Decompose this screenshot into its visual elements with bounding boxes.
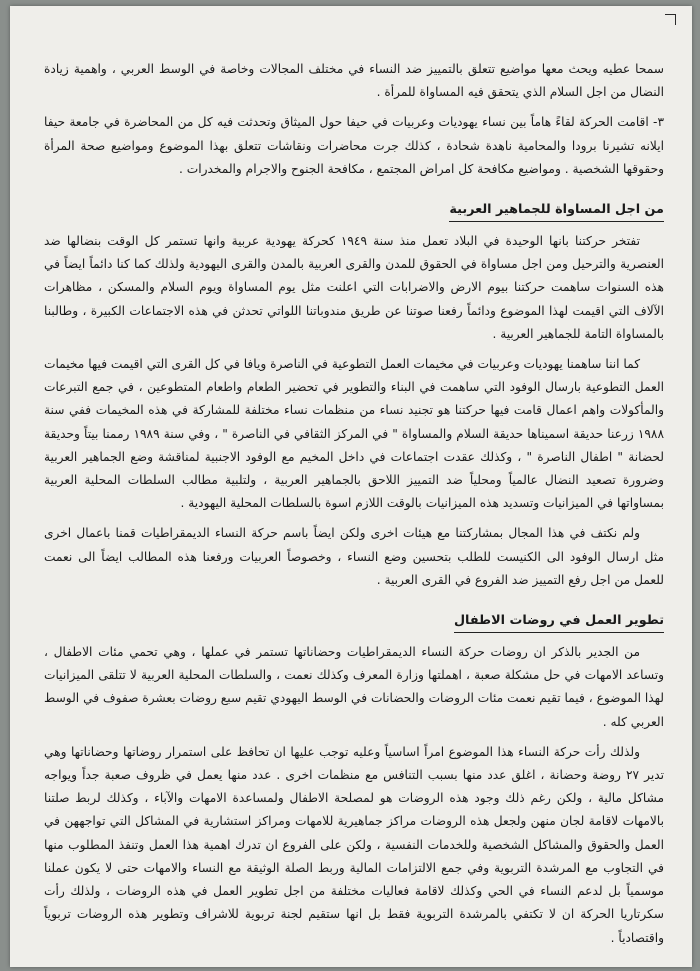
section-heading-kindergartens: تطوير العمل في روضات الاطفال [454,611,664,633]
equality-paragraph-3: ولم نكتف في هذا المجال بمشاركتنا مع هيئات اخرى ولكن ايضاً باسم حركة النساء الديمقراطيات قمنا باعمال اخرى مثل ارسال الوفود الى الكنيست للطلب بتحسين وضع النساء ، وخصوصاً العربيات ورفعنا هذه المطالب ايضاً الى نعمت للعمل من اجل رفع التمييز ضد الفروع في القرى العربية . [44,526,664,587]
kindergartens-paragraph-1: من الجدير بالذكر ان روضات حركة النساء الديمقراطيات وحضاناتها تستمر في عملها ، وهي تحمي مئات الاطفال ، وتساعد الامهات في حل مشكلة صعبة ، اهملتها وزارة المعرف وكذلك نعمت ، والسلطات المحلية العربية لا تتلقى الميزانيات لهذا الموضوع ، فيما تقيم نعمت مئات الروضات والحضانات في الوسط اليهودي تقيم سبع روضات بعشرة صفوف في الوسط العربي كله . [44,645,664,729]
item-3-paragraph: ٣- اقامت الحركة لقاءً هاماً بين نساء يهوديات وعربيات في حيفا حول الميثاق وتحدثت فيه كل من المحاضرة في جامعة حيفا ايلانه تشيرنا برودا والمحامية ناهدة شحادة ، كذلك جرت محاضرات ونقاشات تتعلق بهذا الموضوع ومواضيع صحة المرأة وحقوقها الشخصية . ومواضيع مكافحة كل امراض المجتمع ، مكافحة الجنوح والاجرام والمخدرات . [44,115,664,176]
intro-paragraph: سمحا عطيه ويحث معها مواضيع تتعلق بالتمييز ضد النساء في مختلف المجالات وخاصة في الوسط العربي ، واهمية زيادة النضال من اجل السلام الذي يتحقق فيه المساواة للمرأة . [44,62,664,100]
equality-paragraph-1: تفتخر حركتنا بانها الوحيدة في البلاد تعمل منذ سنة ١٩٤٩ كحركة يهودية عربية وانها تستمر كل الوقت بنضالها ضد العنصرية والترحيل ومن اجل مساواة في الحقوق للمدن والقرى العربية بالمدن والقرى اليهودية ولذلك كما كنا دائماً ايضاً في هذه السنوات ساهمت حركتنا بيوم الارض والاضرابات التي اعلنت مثل يوم المساواة ويوم السلام والمسكن ، مظاهرات الآلاف التي اقيمت لهذا الموضوع ودائماً رفعنا صوتنا عن طريق مندوباتنا اللواتي تحدثن في هذه الاجتماعات الكبيرة ، وطالبنا بالمساواة التامة للجماهير العربية . [44,234,664,341]
document-body [44,58,664,957]
section-heading-equality: من اجل المساواة للجماهير العربية [449,200,664,222]
page-corner-mark [665,14,676,25]
kindergartens-paragraph-2: ولذلك رأت حركة النساء هذا الموضوع امراً اساسياً وعليه توجب عليها ان تحافظ على استمرار روضاتها وحضاناتها وهي تدير ٢٧ روضة وحضانة ، اغلق عدد منها بسبب التنافس مع منظمات اخرى . عدد منها يعمل في ظروف صعبة جداً ويواجه مشاكل مالية ، ولكن رغم ذلك وجود هذه الروضات هو لمصلحة الاطفال ولمساعدة الامهات والآباء ، وكذلك لربط صلتنا بالامهات لاقامة لجان منهن ولجعل هذه الروضات مراكز جماهيرية للامهات ومراكز استشارية في المشاكل التي تواجههن في العمل والحقوق والمشاكل الشخصية وللخدمات النفسية ، ولكن على الفروع ان تدرك اهمية هذا العمل وتنفذ المطلوب منها في التجاوب مع المرشدة التربوية وفي جمع الالتزامات المالية وربط الصلة الوثيقة مع النساء والامهات حتى لا يكون عملنا موسمياً بل لدعم النساء في الحي وكذلك لاقامة فعاليات مختلفة من اجل تطوير العمل في هذه الروضات ، ولذلك رأت سكرتاريا الحركة ان لا تكتفي بالمرشدة التربوية فقط بل انها ستقيم لجنة تربوية للاشراف وتطوير هذه الروضات تربوياً واقتصادياً . [44,744,665,945]
equality-paragraph-2: كما اننا ساهمنا يهوديات وعربيات في مخيمات العمل التطوعية في الناصرة ويافا في كل القرى التي اقيمت فيها مخيمات العمل التطوعية بارسال الوفود التي ساهمت في البناء والتطوير في تحضير الطعام واطعام المتطوعين ، في جمع التبرعات والمأكولات واهم اعمال قامت فيها حركتنا هو تجنيد نساء من منظمات نساء مختلفة للمشاركة في هذه المخيمات ففي سنة ١٩٨٨ زرعنا حديقة اسميناها حديقة السلام والمساواة " في المركز الثقافي في الناصرة " ، وفي سنة ١٩٨٩ رممنا بيتاً وحديقة لحضانة " اطفال الناصرة " ، وكذلك عقدت اجتماعات في داخل المخيم مع الوفود الاجنبية لمناقشة وضع الجماهير العربية وضرورة تصعيد النضال عالمياً ومحلياً ضد التمييز اللاحق بالجماهير العربية ، ولتلبية مطالب السلطات المحلية العربية بمساواتها في الميزانيات وتسديد هذه الميزانيات بالوقت اللازم اسوة بالسلطات المحلية اليهودية . [44,357,664,511]
document-page [10,6,692,967]
